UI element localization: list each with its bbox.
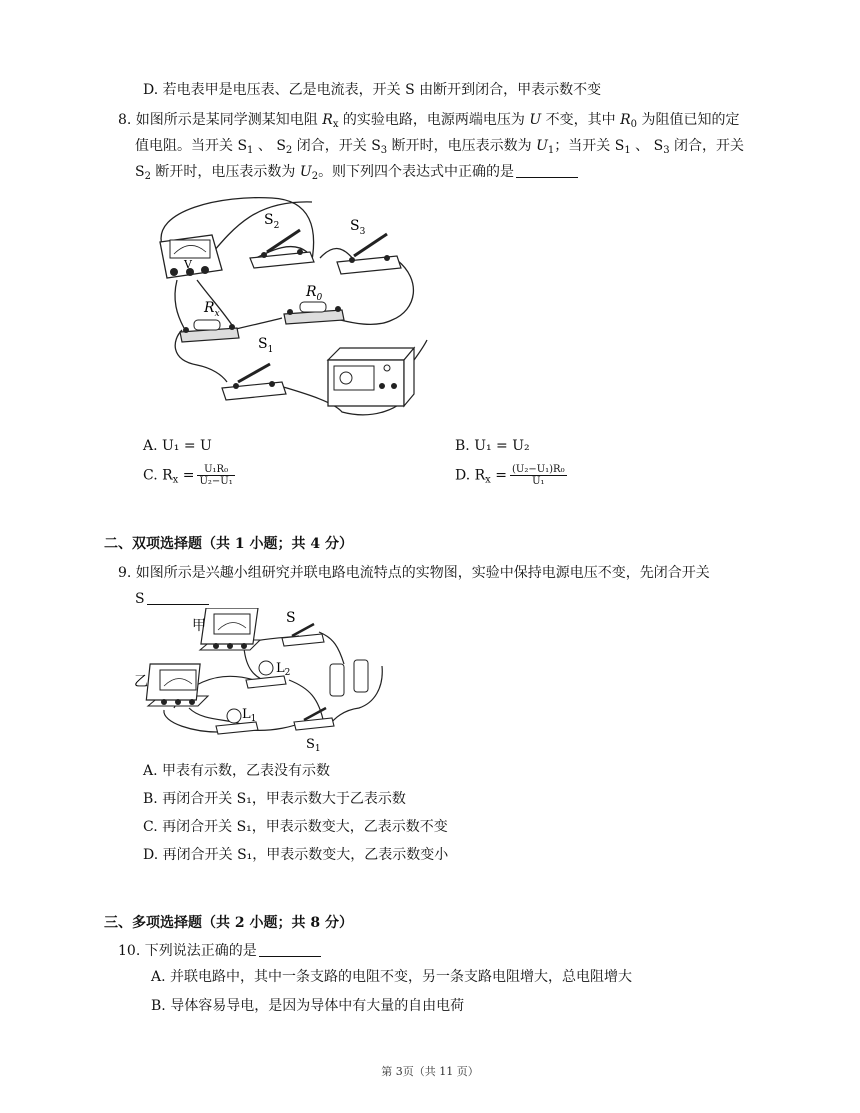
ammeter-jia-icon — [200, 608, 260, 650]
q8-option-d: D. $R_x$ = $\frac{\text{(U₂−U₁)R₀}}{\text{U₁}}$ — [455, 464, 565, 487]
voltmeter-icon — [160, 235, 222, 278]
battery-icon — [330, 660, 368, 696]
q8-stem-line-2: 值电阻。当开关 $S_1$ 、 $S_2$ 闭合，开关 $S_3$ 断开时，电压表示数为 $U_1$；当开关 $S_1$ 、 $S_3$ 闭合，开关 — [135, 138, 745, 156]
switch-s3-icon — [337, 234, 401, 274]
resistor-r0-icon — [284, 302, 344, 324]
s2-label: $S_2$ — [264, 212, 280, 231]
switch-s2-icon — [250, 230, 314, 268]
q8-option-c: C. $R_x$ = $\frac{\text{U₁R₀}}{\text{U₂−U₁}}$ — [143, 464, 233, 487]
switch-s1-q9-icon — [294, 708, 334, 730]
s3-label: $S_3$ — [350, 218, 366, 237]
switch-s1-icon — [222, 364, 286, 400]
answer-blank[interactable] — [516, 163, 578, 178]
q10-stem: 10. 下列说法正确的是 — [118, 941, 321, 961]
jia-label: 甲 — [192, 618, 206, 634]
answer-blank[interactable] — [259, 942, 321, 957]
q8-option-a: A. U₁ = U — [143, 438, 212, 454]
rx-label: $R_x$ — [204, 300, 220, 319]
s1-label: $S_1$ — [258, 336, 274, 355]
q8-stem-line-3: $S_2$ 断开时，电压表示数为 $U_2$。则下列四个表达式中正确的是 — [135, 162, 578, 187]
section-3-title: 三、多项选择题（共 2 小题；共 8 分） — [104, 915, 353, 931]
q10-option-b: B. 导体容易导电，是因为导体中有大量的自由电荷 — [151, 998, 465, 1014]
r0-label: $R_0$ — [306, 284, 323, 303]
section-2-title: 二、双项选择题（共 1 小题；共 4 分） — [104, 536, 353, 552]
q8-option-b: B. U₁ = U₂ — [455, 438, 530, 454]
l2-label: $L_2$ — [276, 661, 291, 678]
ammeter-yi-icon — [146, 664, 208, 706]
q9-stem-line-1: 9. 如图所示是兴趣小组研究并联电路电流特点的实物图，实验中保持电源电压不变，先闭合开关 — [118, 565, 710, 581]
q9-option-b: B. 再闭合开关 S₁，甲表示数大于乙表示数 — [143, 791, 406, 807]
power-supply-icon — [328, 348, 414, 406]
yi-label: 乙 — [134, 674, 148, 690]
q9-option-d: D. 再闭合开关 S₁，甲表示数变大，乙表示数变小 — [143, 847, 449, 863]
q9-option-a: A. 甲表有示数，乙表没有示数 — [143, 763, 331, 779]
page-footer: 第 3页（共 11 页） — [381, 1065, 479, 1078]
q9-option-c: C. 再闭合开关 S₁，甲表示数变大，乙表示数不变 — [143, 819, 448, 835]
l1-label: $L_1$ — [242, 707, 257, 724]
q8-circuit-figure — [142, 190, 442, 422]
voltmeter-label: V — [184, 258, 192, 271]
s1-q9-label: $S_1$ — [306, 737, 321, 754]
s-label: S — [286, 610, 296, 626]
q8-stem-line-1: 8. 如图所示是某同学测某知电阻 $R_x$ 的实验电路，电源两端电压为 U 不变，其中 $R_0$ 为阻值已知的定 — [118, 112, 740, 130]
answer-blank[interactable] — [147, 590, 209, 605]
q9-stem-line-2: S — [135, 589, 209, 609]
switch-s-icon — [282, 624, 324, 646]
q10-option-a: A. 并联电路中，其中一条支路的电阻不变，另一条支路电阻增大，总电阻增大 — [151, 969, 633, 985]
q9-circuit-figure — [134, 608, 384, 756]
q7-option-d: D. 若电表甲是电压表、乙是电流表，开关 S 由断开到闭合，甲表示数不变 — [143, 82, 602, 98]
